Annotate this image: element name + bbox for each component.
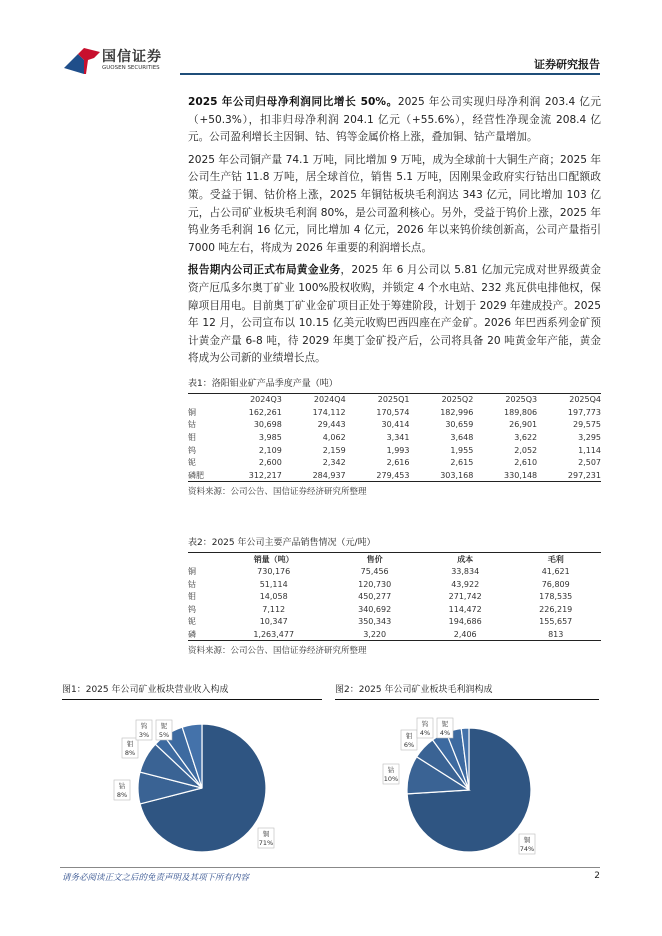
slice-label-text: 4% [419,729,431,737]
table-cell: 钴 [188,579,196,589]
slice-label-text: 8% [116,791,128,799]
table-cell: 钼 [188,592,196,602]
table-cell: 2,616 [386,458,410,468]
table-cell: 2,406 [453,629,477,639]
slice-label-text: 钨 [140,722,148,730]
table-cell: 1,993 [386,445,410,455]
table-cell: 174,112 [312,407,346,417]
table-cell: 330,148 [504,470,538,480]
table-cell: 279,453 [376,470,410,480]
table-cell: 194,686 [448,617,482,627]
table-cell: 3,341 [386,432,410,442]
table-cell: 磷肥 [188,470,204,480]
table-cell: 26,901 [509,420,538,430]
table-cell: 297,231 [567,470,601,480]
table-source: 资料来源：公司公告、国信证券经济研究所整理 [188,487,367,498]
slice-label-text: 74% [519,845,535,853]
table-cell: 120,730 [358,579,392,589]
table-cell: 1,114 [578,445,601,455]
table-cell: 3,220 [363,629,387,639]
table-title: 表1：洛阳钼业矿产品季度产量（吨） [188,378,338,389]
slice-label-text: 6% [403,741,415,749]
table-row [188,431,601,444]
slice-label [417,718,433,738]
slice-label-text: 铜 [262,830,270,838]
table-row [188,469,601,482]
table-cell: 钼 [188,432,196,442]
column-header: 2025Q1 [377,395,410,405]
table-2 [188,535,601,656]
table-cell: 303,168 [440,470,474,480]
table-cell: 钨 [188,445,196,455]
table-cell: 钨 [188,604,196,614]
table-cell: 2,109 [258,445,282,455]
column-header: 销量（吨） [253,554,294,564]
table-row [188,603,601,616]
slice-label-text: 钴 [118,782,126,790]
footer-divider [60,867,600,868]
table-cell: 2,052 [514,445,538,455]
table-cell: 29,575 [573,420,601,430]
table-cell: 2,600 [258,458,282,468]
table-cell: 14,058 [259,592,288,602]
pie-chart-revenue [62,700,322,860]
guosen-logo: 国信证券 GUOSEN SECURITIES [64,44,184,76]
paragraph: 报告期内公司正式布局黄金业务，2025 年 6 月公司以 5.81 亿加元完成对世界级黄金资产厄瓜多尔奥丁矿业 100%股权收购，并锁定 4 个水电站、232 兆瓦供电排他权，保障项目用电。目前奥丁矿业金矿项目正处于筹建阶段，计划于 2029 年建成投产。2025 年 12 月，公司宣布以 10.15 亿美元收购巴西四座在产金矿。2026 年巴西系列金矿预计黄金产量 6-8 吨，待 2029 年奥丁金矿投产后，公司将具备 20 吨黄金年产能，黄金将成为公司新的业绩增长点。 [188,264,601,365]
slice-label [383,764,399,784]
table-row [188,565,601,578]
header-divider [180,73,600,75]
table-cell: 钴 [188,420,196,430]
table-cell: 170,574 [376,407,410,417]
table-cell: 1,955 [450,445,474,455]
slice-label-text: 钨 [421,720,429,728]
pie-chart-gross-profit [335,700,599,860]
table-row [188,616,601,629]
table-cell: 1,263,477 [253,629,295,639]
table-source: 资料来源：公司公告、国信证券经济研究所整理 [188,646,367,657]
table-cell: 312,217 [248,470,282,480]
table-cell: 226,219 [539,604,573,614]
table-cell: 114,472 [448,604,482,614]
table-cell: 铜 [188,566,196,576]
body-text [188,94,601,368]
column-header [188,553,218,566]
slice-label-text: 10% [383,775,399,783]
column-header: 成本 [457,554,474,564]
table-cell: 铜 [188,407,196,417]
table-cell: 2,159 [322,445,346,455]
table-cell: 30,698 [253,420,282,430]
slice-label [258,828,274,848]
slice-label-text: 4% [439,729,451,737]
column-header: 2025Q2 [441,395,474,405]
table-cell: 3,622 [514,432,538,442]
table-cell: 29,443 [317,420,346,430]
slice-label-text: 铌 [441,720,449,728]
table-cell: 350,343 [358,617,392,627]
disclaimer-note: 请务必阅读正文之后的免责声明及其项下所有内容 [62,873,250,883]
column-header [188,393,218,406]
paragraph: 2025 年公司铜产量 74.1 万吨，同比增加 9 万吨，成为全球前十大铜生产商；2025 年公司生产钴 11.8 万吨，居全球首位，销售 5.1 万吨，因刚果金政府实行钴出口配额政策。受益于铜、钴价格上涨，2025 年铜钴板块毛利润达 343 亿元，同比增加 103 亿元，占公司矿业板块毛利润 80%，是公司盈利核心。另外，受益于钨价上涨，2025 年钨业务毛利润 16 亿元，同比增加 4 亿元，2026 年以来钨价续创新高，公司产量指引 7000 吨左右，将成为 2026 年重要的利润增长点。 [188,153,601,254]
report-type: 证券研究报告 [534,58,600,71]
table-row [188,456,601,469]
slice-label-text: 铜 [523,836,531,844]
slice-label [401,730,417,750]
slice-label-text: 钼 [405,732,413,740]
table-cell: 75,456 [360,566,389,576]
table-cell: 51,114 [259,579,288,589]
logo-mark-icon [64,46,100,76]
slice-label-text: 钼 [126,740,134,748]
table-cell: 33,834 [451,566,480,576]
column-header: 售价 [366,554,383,564]
table-cell: 76,809 [541,579,570,589]
figure-2 [335,682,599,864]
table-cell: 284,937 [312,470,346,480]
slice-label-text: 钴 [387,766,395,774]
column-header: 2025Q3 [505,395,538,405]
main-column [188,94,601,656]
table-cell: 30,659 [445,420,474,430]
slice-label [136,720,152,740]
table-1 [188,376,601,497]
table-cell: 4,062 [322,432,346,442]
column-header: 2024Q3 [250,395,282,405]
table-cell: 189,806 [504,407,538,417]
table-cell: 730,176 [257,566,291,576]
slice-label-text: 8% [124,749,136,757]
table-cell: 2,615 [450,458,474,468]
figure-1 [62,682,322,864]
table-cell: 铌 [188,458,196,468]
table-cell: 2,610 [514,458,538,468]
slice-label [114,780,130,800]
table-row [188,444,601,457]
table-cell: 162,261 [248,407,282,417]
page-number: 2 [594,871,600,881]
slice-label-text: 铌 [160,722,168,730]
table-title: 表2：2025 年公司主要产品销售情况（元/吨） [188,538,376,549]
slice-label-text: 3% [138,731,150,739]
column-header: 2024Q4 [313,395,346,405]
figure-title: 图2：2025 年公司矿业板块毛利润构成 [335,682,599,700]
table-cell: 10,347 [259,617,288,627]
table-cell: 7,112 [262,604,286,614]
table-cell: 铌 [188,617,196,627]
table-cell: 3,648 [450,432,474,442]
slice-label [156,720,172,740]
slice-label-text: 5% [158,731,170,739]
slice-label-text: 71% [258,839,274,847]
slice-label [519,834,535,854]
table-cell: 197,773 [567,407,601,417]
table-cell: 3,985 [258,432,282,442]
table-cell: 813 [548,629,564,639]
table-cell: 43,922 [451,579,480,589]
table-cell: 178,535 [539,592,573,602]
figure-title: 图1：2025 年公司矿业板块营业收入构成 [62,682,322,700]
table-cell: 41,621 [541,566,570,576]
slice-label [122,738,138,758]
table-row [188,628,601,641]
table-cell: 2,507 [578,458,601,468]
table-row [188,406,601,419]
table-row [188,590,601,603]
table-cell: 450,277 [358,592,392,602]
paragraph: 2025 年公司归母净利润同比增长 50%。2025 年公司实现归母净利润 203.4 亿元（+50.3%），扣非归母净利润 204.1 亿元（+55.6%），经营性净现金流 208.4 亿元。公司盈利增长主因铜、钴、钨等金属价格上涨，叠加铜、钴产量增加。 [188,96,601,144]
column-header: 毛利 [547,554,564,564]
column-header: 2025Q4 [569,395,601,405]
table-cell: 271,742 [448,592,482,602]
table-cell: 155,657 [539,617,573,627]
table-row [188,578,601,591]
table-cell: 340,692 [358,604,392,614]
table-cell: 2,342 [322,458,346,468]
table-cell: 磷 [188,629,196,639]
table-row [188,419,601,432]
table-cell: 3,295 [578,432,601,442]
table-cell: 30,414 [381,420,410,430]
table-cell: 182,996 [440,407,474,417]
slice-label [437,718,453,738]
